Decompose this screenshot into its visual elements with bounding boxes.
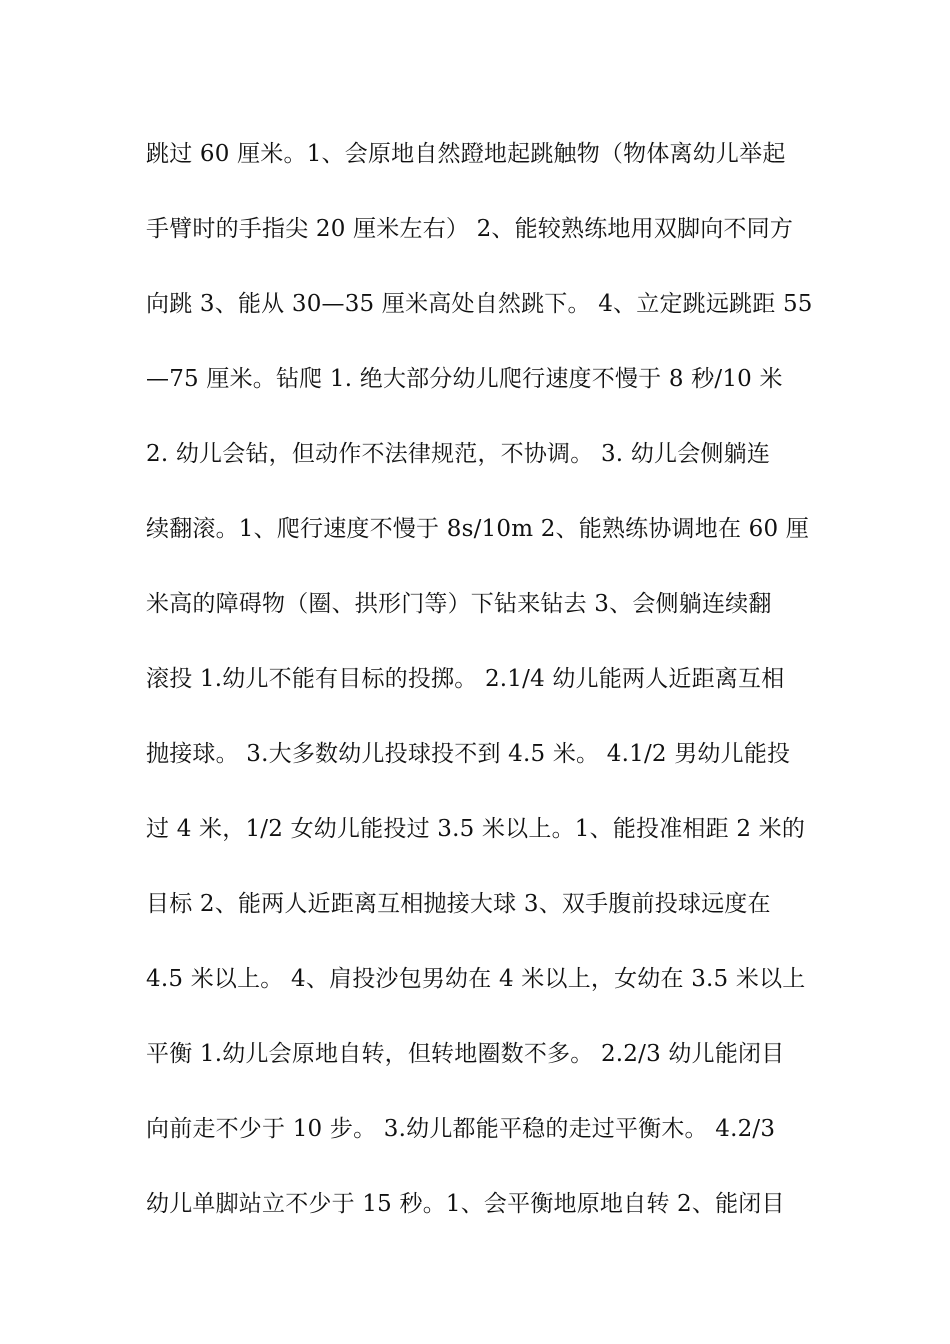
body-text xyxy=(146,132,826,1257)
text-line-9: 抛接球。 3.大多数幼儿投球投不到 4.5 米。 4.1/2 男幼儿能投 xyxy=(146,741,791,767)
text-line-1: 跳过 60 厘米。1、会原地自然蹬地起跳触物（物体离幼儿举起 xyxy=(146,141,786,167)
text-line-14: 向前走不少于 10 步。 3.幼儿都能平稳的走过平衡木。 4.2/3 xyxy=(146,1116,776,1142)
text-line-8: 滚投 1.幼儿不能有目标的投掷。 2.1/4 幼儿能两人近距离互相 xyxy=(146,666,785,692)
text-line-13: 平衡 1.幼儿会原地自转，但转地圈数不多。 2.2/3 幼儿能闭目 xyxy=(146,1041,785,1067)
text-line-11: 目标 2、能两人近距离互相抛接大球 3、双手腹前投球远度在 xyxy=(146,891,771,917)
text-line-12: 4.5 米以上。 4、肩投沙包男幼在 4 米以上，女幼在 3.5 米以上 xyxy=(146,966,806,992)
text-line-5: 2. 幼儿会钻，但动作不法律规范，不协调。 3. 幼儿会侧躺连 xyxy=(146,441,771,467)
text-line-6: 续翻滚。1、爬行速度不慢于 8s/10m 2、能熟练协调地在 60 厘 xyxy=(146,516,810,542)
text-line-4: —75 厘米。钻爬 1. 绝大部分幼儿爬行速度不慢于 8 秒/10 米 xyxy=(146,366,783,392)
text-line-2: 手臂时的手指尖 20 厘米左右） 2、能较熟练地用双脚向不同方 xyxy=(146,216,794,242)
text-line-3: 向跳 3、能从 30—35 厘米高处自然跳下。 4、立定跳远跳距 55 xyxy=(146,291,813,317)
text-line-7: 米高的障碍物（圈、拱形门等）下钻来钻去 3、会侧躺连续翻 xyxy=(146,591,772,617)
text-line-10: 过 4 米，1/2 女幼儿能投过 3.5 米以上。1、能投准相距 2 米的 xyxy=(146,816,806,842)
text-line-15: 幼儿单脚站立不少于 15 秒。1、会平衡地原地自转 2、能闭目 xyxy=(146,1191,785,1217)
